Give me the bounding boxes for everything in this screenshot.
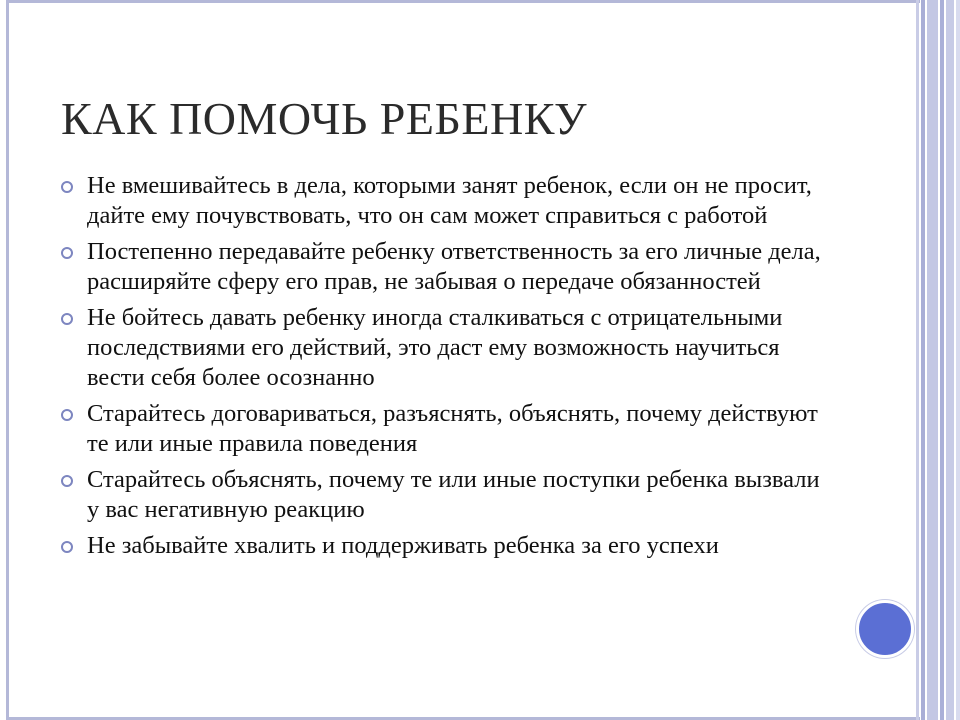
- right-decorative-stripes: [916, 0, 960, 720]
- decorative-circle-icon: [856, 600, 914, 658]
- bullet-item: [61, 399, 831, 459]
- top-border-line: [6, 0, 920, 3]
- bullet-text: Не вмешивайтесь в дела, которыми занят ребенок, если он не просит, дайте ему почувствовать, что он сам может справиться с работой: [87, 172, 812, 229]
- bullet-text: Старайтесь договариваться, разъяснять, объяснять, почему действуют те или иные правила поведения: [87, 400, 818, 457]
- ring-bullet-icon: [61, 181, 73, 193]
- slide-title: КАК ПОМОЧЬ РЕБЕНКУ: [61, 93, 588, 144]
- bullet-item: [61, 465, 831, 525]
- ring-bullet-icon: [61, 541, 73, 553]
- bullet-text: Постепенно передавайте ребенку ответственность за его личные дела, расширяйте сферу его прав, не забывая о передаче обязанностей: [87, 238, 821, 295]
- stripe: [921, 0, 925, 720]
- bullet-item: [61, 237, 831, 297]
- stripe: [916, 0, 919, 720]
- ring-bullet-icon: [61, 409, 73, 421]
- bullet-text: Не бойтесь давать ребенку иногда сталкиваться с отрицательными последствиями его действий, это даст ему возможность научиться вести себя более осознанно: [87, 304, 783, 391]
- bullet-text: Не забывайте хвалить и поддерживать ребенка за его успехи: [87, 532, 719, 559]
- stripe: [940, 0, 944, 720]
- bullet-list: [61, 171, 831, 567]
- ring-bullet-icon: [61, 247, 73, 259]
- bullet-item: [61, 531, 831, 561]
- left-border-line: [6, 0, 9, 720]
- ring-bullet-icon: [61, 475, 73, 487]
- stripe: [946, 0, 954, 720]
- stripe: [927, 0, 938, 720]
- bullet-item: [61, 171, 831, 231]
- ring-bullet-icon: [61, 313, 73, 325]
- stripe: [956, 0, 960, 720]
- bullet-item: [61, 303, 831, 393]
- bullet-text: Старайтесь объяснять, почему те или иные поступки ребенка вызвали у вас негативную реакцию: [87, 466, 820, 523]
